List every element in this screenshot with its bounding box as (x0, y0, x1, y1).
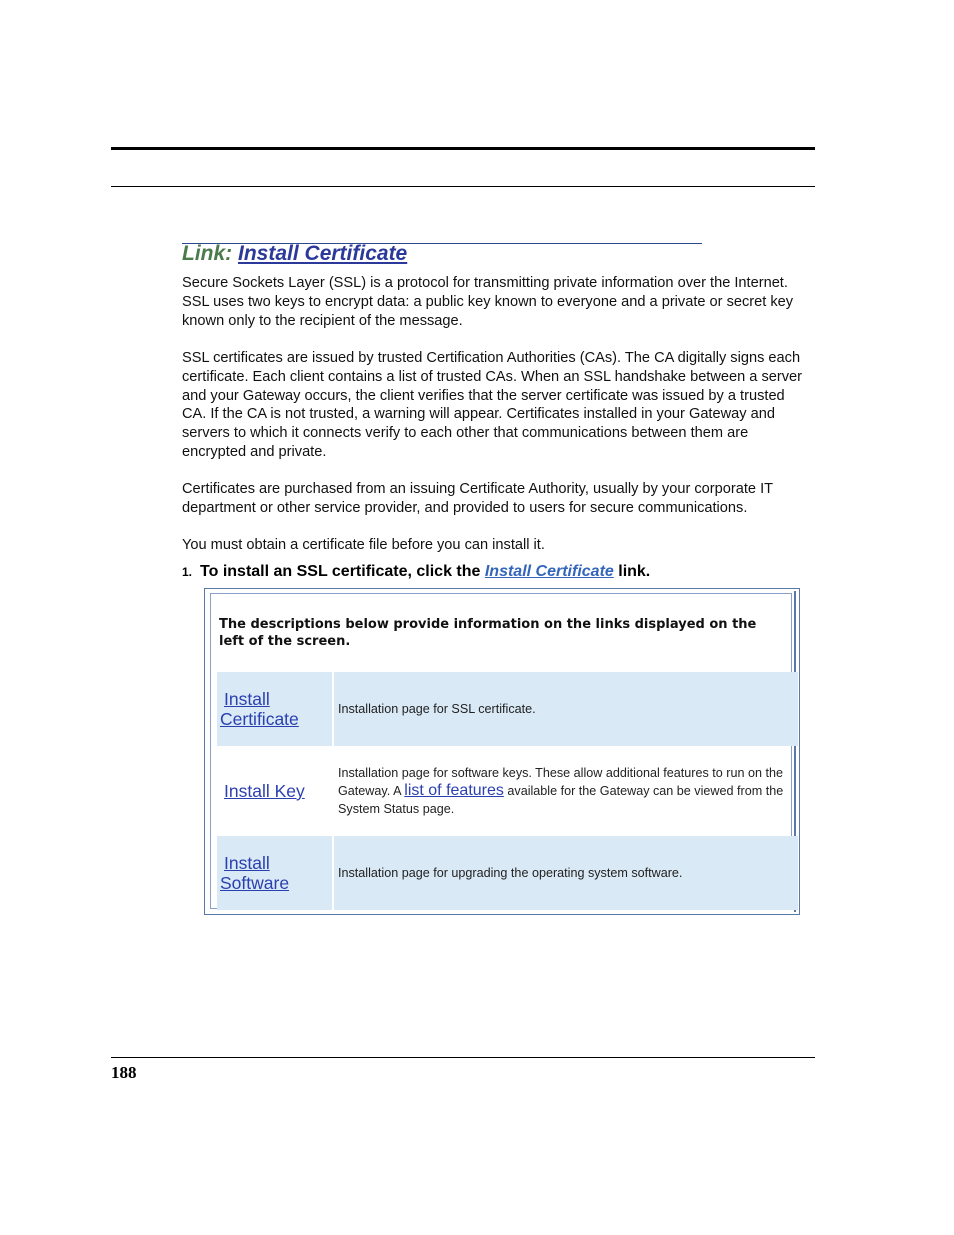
install-software-link-line2[interactable]: Software (220, 873, 290, 893)
paragraph-ssl-intro: Secure Sockets Layer (SSL) is a protocol for transmitting private information over the Internet. SSL uses two keys to encrypt data: a public key known to everyone and a private or secret key known only to the recipient of the message. (182, 275, 794, 329)
footer-rule (111, 1057, 815, 1058)
step-text-before: To install an SSL certificate, click the (200, 563, 485, 580)
table-row-install-certificate (217, 672, 798, 746)
paragraph-ssl-certificates: SSL certificates are issued by trusted Certification Authorities (CAs). The CA digitally signs each certificate. Each client contains a list of trusted CAs. When an SSL handshake between a server and your Gateway occurs, the client verifies that the server certificate was issued by a trusted CA. If the CA is not trusted, a warning will appear. Certificates installed in your Gateway and servers to which it connects verify to each other that communications between them are encrypted and private. (182, 350, 803, 460)
step-instruction (182, 562, 650, 582)
install-key-link[interactable]: Install Key (224, 781, 305, 801)
paragraph-obtain-certificate: You must obtain a certificate file before you can install it. (182, 537, 545, 553)
install-software-description: Installation page for upgrading the operating system software. (334, 836, 798, 910)
table-row-install-software (217, 836, 798, 910)
step-number: 1. (182, 565, 193, 579)
header-rule-thick (111, 147, 815, 150)
section-heading (182, 240, 407, 268)
install-certificate-inline-link[interactable]: Install Certificate (484, 563, 614, 580)
install-certificate-link-line1[interactable]: Install (224, 689, 270, 709)
install-key-description (334, 748, 798, 834)
list-of-features-link[interactable]: list of features (404, 782, 504, 799)
install-key-desc-before: Installation page for software keys. These allow additional features to run on the Gateway. A (338, 766, 784, 798)
install-software-link-line1[interactable]: Install (224, 853, 270, 873)
install-certificate-link-cell (217, 672, 332, 746)
install-key-desc-after: available for the Gateway can be viewed from the System Status page. (338, 784, 784, 816)
page-number: 188 (111, 1063, 137, 1082)
install-key-link-cell (217, 748, 332, 834)
screenshot-panel (204, 588, 800, 915)
install-certificate-description: Installation page for SSL certificate. (334, 672, 798, 746)
header-rule-thin (111, 186, 815, 187)
paragraph-certificate-purchase: Certificates are purchased from an issuing Certificate Authority, usually by your corporate IT department or other service provider, and provided to users for secure communications. (182, 481, 773, 516)
panel-inner-frame (210, 593, 792, 909)
heading-prefix: Link: (182, 242, 233, 265)
heading-link[interactable]: Install Certificate (238, 242, 408, 265)
table-row-install-key (217, 748, 798, 834)
install-software-link-cell (217, 836, 332, 910)
step-text-after: link. (613, 563, 651, 580)
panel-intro-text: The descriptions below provide information on the links displayed on the left of the screen. (219, 617, 757, 649)
install-certificate-link-line2[interactable]: Certificate (220, 709, 299, 729)
